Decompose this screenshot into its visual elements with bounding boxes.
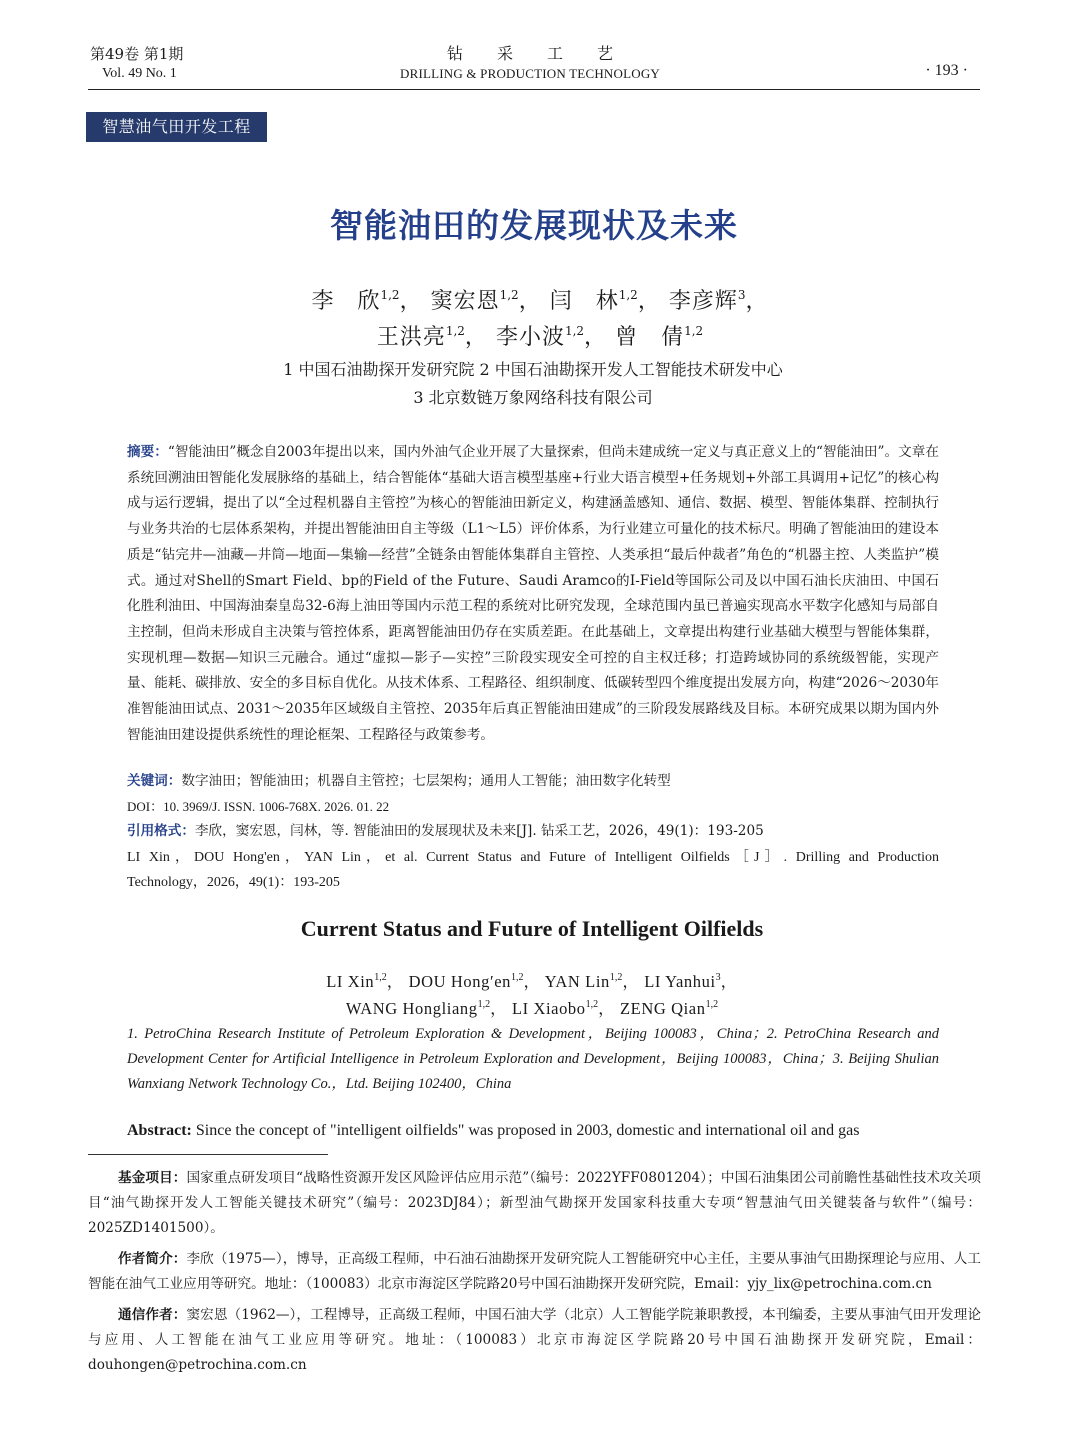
- abstract-en: [127, 1120, 947, 1142]
- footnote-rule: [88, 1154, 328, 1155]
- author-affiliation-mark: 1,2: [445, 324, 465, 338]
- author-affiliation-mark: 1,2: [477, 999, 491, 1010]
- author-name: 曾 倩: [615, 325, 685, 350]
- author-affiliation-mark: 3: [715, 972, 721, 983]
- author-name: LI Xiaobo: [511, 999, 586, 1018]
- author-separator: ，: [490, 999, 508, 1018]
- article-title-cn: 智能油田的发展现状及未来: [330, 206, 738, 245]
- keywords-text: 数字油田；智能油田；机器自主管控；七层架构；通用人工智能；油田数字化转型: [181, 773, 671, 789]
- citation-cn-text: 李欣，窦宏恩，闫林，等. 智能油田的发展现状及未来[J]. 钻采工艺，2026，49(1)：193-205: [194, 823, 764, 839]
- author-separator: ，: [622, 972, 640, 991]
- author-affiliation-mark: 3: [737, 288, 746, 302]
- authors-en-line1: [0, 968, 1064, 992]
- citation-label: 引用格式：: [127, 823, 195, 839]
- corresponding-author-label: 通信作者：: [118, 1307, 187, 1323]
- journal-name-en: DRILLING & PRODUCTION TECHNOLOGY: [399, 66, 660, 81]
- author-affiliation-mark: 1,2: [374, 972, 387, 983]
- author-bio-text: 李欣（1975—），博导，正高级工程师，中石油石油勘探开发研究院人工智能研究中心主任，主要从事油气田勘探理论与应用、人工智能在油气工业应用等研究。地址：（100083）北京市海淀区学院路20号中国石油勘探开发研究院，Email：yjy_lix@petrochina.com.cn: [88, 1251, 981, 1292]
- author-name: ZENG Qian: [619, 999, 706, 1018]
- header-rule: [88, 89, 980, 90]
- author-separator: ，: [637, 289, 661, 314]
- author-name: LI Xin: [326, 972, 375, 991]
- author-separator: ，: [584, 325, 608, 350]
- abstract-en-label: Abstract:: [127, 1122, 192, 1139]
- keywords-label: 关键词：: [127, 773, 182, 789]
- page-number: · 193 ·: [925, 62, 968, 79]
- footnotes: [88, 1166, 981, 1384]
- corresponding-author-text: 窦宏恩（1962—），工程博导，正高级工程师，中国石油大学（北京）人工智能学院兼职教授，本刊编委，主要从事油气田开发理论与应用、人工智能在油气工业应用等研究。地址：（100083）北京市海淀区学院路20号中国石油勘探开发研究院，Email：douhongen@petrochina.com.cn: [88, 1307, 981, 1373]
- author-name: 李 欣: [311, 289, 381, 314]
- affiliations-cn-line2: 3 北京数链万象网络科技有限公司: [413, 388, 653, 407]
- abstract-cn: [127, 440, 939, 748]
- footnote-corresponding-author: [88, 1303, 981, 1378]
- author-affiliation-mark: 1,2: [609, 972, 623, 983]
- affiliations-en: 1. PetroChina Research Institute of Petroleum Exploration & Development，Beijing 100083，China；2. PetroChina Research and Development Center for Artificial Intelligence in Petroleum Exploration and Development，Beijing 100083，China；3. Beijing Shulian Wanxiang Network Technology Co.，Ltd. Beijing 102400，China: [127, 1026, 939, 1092]
- abstract-text: “智能油田”概念自2003年提出以来，国内外油气企业开展了大量探索，但尚未建成统一定义与真正意义上的“智能油田”。文章在系统回溯油田智能化发展脉络的基础上，结合智能体“基础大语言模型基座+行业大语言模型+任务规划+外部工具调用+记忆”的核心构成与运行逻辑，提出了以“全过程机器自主管控”为核心的智能油田新定义，构建涵盖感知、通信、数据、模型、智能体集群、控制执行与业务共治的七层体系架构，并提出智能油田自主等级（L1～L5）评价体系，为行业建立可量化的技术标尺。明确了智能油田的建设本质是“钻完井—油藏—井筒—地面—集输—经营”全链条由智能体集群自主管控、人类承担“最后仲裁者”角色的“机器主控、人类监护”模式。通过对Shell的Smart Field、bp的Field of the Future、Saudi Aramco的I-Field等国际公司及以中国石油长庆油田、中国石化胜利油田、中国海油秦皇岛32-6海上油田等国内示范工程的系统对比研究发现，全球范围内虽已普遍实现高水平数字化感知与局部自主控制，但尚未形成自主决策与管控体系，距离智能油田仍存在实质差距。在此基础上，文章提出构建行业基础大模型与智能体集群，实现机理—数据—知识三元融合。通过“虚拟—影子—实控”三阶段实现安全可控的自主权迁移；打造跨域协同的系统级智能，实现产量、能耗、碳排放、安全的多目标自优化。从技术体系、工程路径、组织制度、低碳转型四个维度提出发展方向，构建“2026～2030年准智能油田试点、2031～2035年区域级自主管控、2035年后真正智能油田建成”的三阶段发展路线及目标。本研究成果以期为国内外智能油田建设提供系统性的理论框架、工程路径与政策参考。: [127, 444, 940, 743]
- author-affiliation-mark: 1,2: [684, 324, 704, 338]
- author-name: 王洪亮: [376, 325, 446, 350]
- author-separator: ，: [598, 999, 616, 1018]
- author-separator: ，: [518, 289, 542, 314]
- author-name: 闫 林: [549, 289, 619, 314]
- authors-cn-line2: [0, 320, 1080, 351]
- running-header-journal: [300, 44, 760, 84]
- author-name: 李彦辉: [668, 289, 738, 314]
- author-affiliation-mark: 1,2: [618, 288, 638, 302]
- author-name: 窦宏恩: [430, 289, 500, 314]
- author-separator: ，: [720, 972, 738, 991]
- author-name: WANG Hongliang: [345, 999, 478, 1018]
- author-affiliation-mark: 1,2: [564, 324, 585, 338]
- volume-en: Vol. 49 No. 1: [102, 66, 177, 81]
- citation-en-line1: LI Xin，DOU Hong'en，YAN Lin，et al. Current Status and Future of Intelligent Oilfields［J］. Drilling and Production: [127, 850, 939, 865]
- author-separator: ，: [386, 972, 404, 991]
- doi: DOI：10. 3969/J. ISSN. 1006-768X. 2026. 01. 22: [127, 799, 390, 814]
- author-affiliation-mark: 1,2: [510, 972, 524, 983]
- author-separator: ，: [399, 289, 423, 314]
- section-tag: 智慧油气田开发工程: [86, 112, 267, 142]
- footnote-author-bio: [88, 1247, 981, 1297]
- citation-cn: [127, 819, 939, 844]
- affiliations-cn-line1: 1 中国石油勘探开发研究院 2 中国石油勘探开发人工智能技术研发中心: [283, 360, 783, 379]
- authors-cn-line1: [0, 284, 1080, 315]
- author-separator: ，: [464, 325, 488, 350]
- author-separator: ，: [523, 972, 541, 991]
- volume-cn: 第49卷 第1期: [90, 45, 184, 63]
- funding-label: 基金项目：: [118, 1170, 187, 1186]
- author-name: 李小波: [495, 325, 565, 350]
- funding-text: 国家重点研发项目“战略性资源开发区风险评估应用示范”（编号：2022YFF0801204）；中国石油集团公司前瞻性基础性技术攻关项目“油气勘探开发人工智能关键技术研究”（编号：2023DJ84）；新型油气勘探开发国家科技重大专项“智慧油气田关键装备与软件”（编号：2025ZD1401500）。: [88, 1170, 981, 1236]
- author-affiliation-mark: 1,2: [585, 999, 599, 1010]
- abstract-en-text: Since the concept of "intelligent oilfields" was proposed in 2003, domestic and international oil and gas: [191, 1122, 860, 1139]
- author-name: YAN Lin: [544, 972, 610, 991]
- author-affiliation-mark: 1,2: [499, 288, 519, 302]
- author-affiliation-mark: 1,2: [380, 288, 400, 302]
- author-name: DOU Hong′en: [408, 972, 511, 991]
- footnote-funding: [88, 1166, 981, 1241]
- running-header-volume: [90, 44, 183, 84]
- author-bio-label: 作者简介：: [118, 1251, 187, 1267]
- author-separator: ，: [745, 289, 769, 314]
- article-title-en: Current Status and Future of Intelligent Oilfields: [300, 916, 764, 941]
- citation-en-line2: Technology，2026，49(1)：193-205: [127, 875, 340, 890]
- author-name: LI Yanhui: [644, 972, 716, 991]
- abstract-label: 摘要：: [127, 444, 168, 460]
- keywords: [127, 769, 939, 794]
- author-affiliation-mark: 1,2: [705, 999, 719, 1010]
- journal-name-cn: 钻采工艺: [446, 44, 647, 63]
- authors-en-line2: [0, 995, 1064, 1019]
